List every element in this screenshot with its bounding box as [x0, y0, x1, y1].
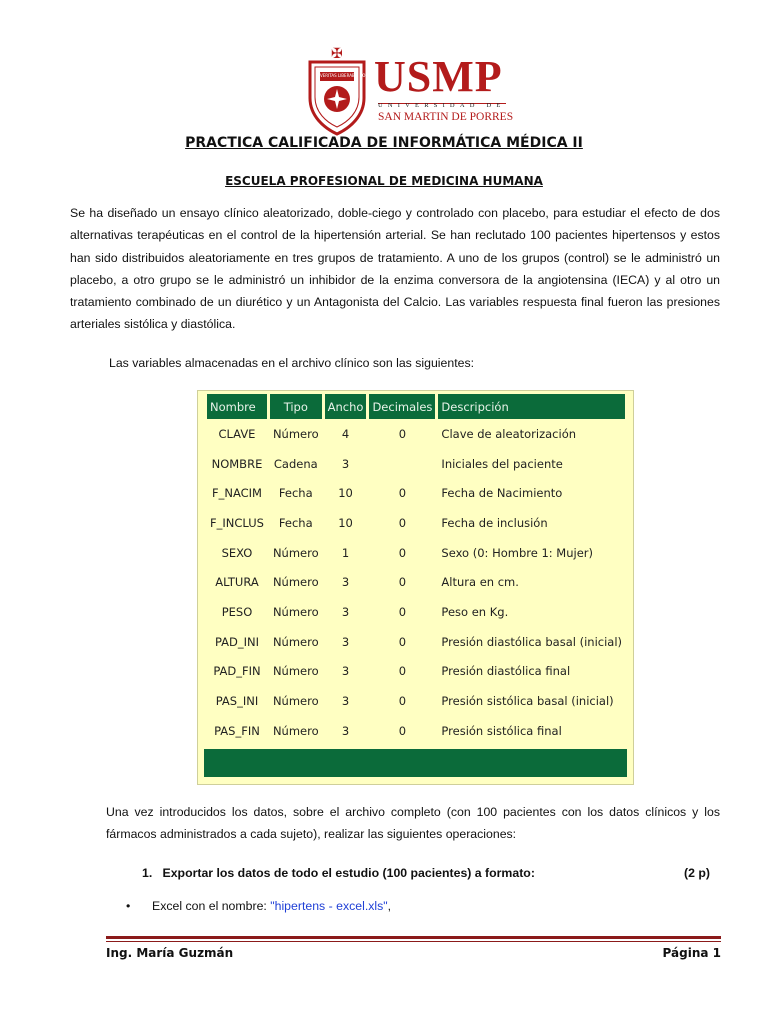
cell-tipo: Fecha — [278, 486, 313, 501]
task-1-points: (2 p) — [684, 866, 710, 880]
cell-tipo: Cadena — [273, 456, 318, 471]
shield-crest-icon — [304, 44, 370, 136]
variables-intro: Las variables almacenadas en el archivo clínico son las siguientes: — [109, 356, 475, 370]
cell-tipo: Número — [272, 694, 319, 709]
cell-descripcion: Peso en Kg. — [441, 604, 509, 619]
cell-descripcion: Presión diastólica basal (inicial) — [441, 634, 623, 649]
excel-filename-link[interactable]: "hipertens - excel.xls" — [270, 899, 388, 913]
second-paragraph: Una vez introducidos los datos, sobre el archivo completo (con 100 pacientes con los datos clínicos y los fármacos administrados a cada sujeto), realizar las siguientes operaciones: — [106, 805, 720, 842]
logo-university-name: SAN MARTIN DE PORRES — [378, 111, 514, 123]
usmp-logo — [304, 44, 524, 136]
cell-nombre: NOMBRE — [211, 456, 263, 471]
task-1-text: Exportar los datos de todo el estudio (100 pacientes) a formato: — [162, 866, 535, 880]
task-1 — [142, 866, 535, 880]
table-row — [207, 449, 625, 479]
cell-nombre: PAS_FIN — [214, 723, 260, 738]
cell-tipo: Número — [272, 426, 319, 441]
cell-tipo: Número — [272, 664, 319, 679]
variables-table-frame — [197, 390, 634, 785]
table-row — [207, 419, 625, 449]
cell-descripcion: Fecha de Nacimiento — [441, 486, 563, 501]
cell-tipo: Número — [272, 723, 319, 738]
cell-ancho: 10 — [338, 515, 353, 530]
cell-decimales: 0 — [398, 604, 407, 619]
header-ancho: Ancho — [325, 394, 367, 419]
variables-table — [204, 394, 628, 746]
cell-tipo: Número — [272, 545, 319, 560]
cell-ancho: 4 — [341, 426, 350, 441]
header-nombre: Nombre — [207, 394, 267, 419]
cell-decimales: 0 — [398, 575, 407, 590]
variables-table-body — [207, 419, 625, 746]
cell-nombre: F_NACIM — [211, 486, 262, 501]
table-row — [207, 567, 625, 597]
cell-decimales: 0 — [398, 664, 407, 679]
table-row — [207, 508, 625, 538]
cell-nombre: PESO — [221, 604, 253, 619]
cell-descripcion: Clave de aleatorización — [441, 426, 577, 441]
cell-tipo: Fecha — [278, 515, 313, 530]
cell-ancho: 3 — [341, 604, 350, 619]
cell-ancho: 3 — [341, 694, 350, 709]
cell-ancho: 3 — [341, 634, 350, 649]
cell-descripcion: Fecha de inclusión — [441, 515, 548, 530]
cell-decimales: 0 — [398, 426, 407, 441]
footer-author: Ing. María Guzmán — [106, 946, 234, 960]
footer-divider-thin — [106, 941, 721, 942]
cell-descripcion: Presión sistólica final — [441, 723, 562, 738]
table-header-row — [207, 394, 625, 419]
bullet-prefix: Excel con el nombre: — [152, 899, 271, 913]
cell-ancho: 3 — [341, 664, 350, 679]
cell-ancho: 3 — [341, 575, 350, 590]
header-decimales: Decimales — [369, 394, 435, 419]
table-row — [207, 478, 625, 508]
bullet-suffix: , — [387, 899, 392, 913]
cell-tipo: Número — [272, 634, 319, 649]
svg-text:✠: ✠ — [331, 46, 343, 62]
cell-decimales: 0 — [398, 634, 407, 649]
cell-decimales — [369, 449, 435, 479]
page-subtitle: ESCUELA PROFESIONAL DE MEDICINA HUMANA — [225, 174, 543, 188]
cell-nombre: SEXO — [221, 545, 253, 560]
cell-descripcion: Altura en cm. — [441, 575, 519, 590]
cell-ancho: 10 — [338, 486, 353, 501]
cell-decimales: 0 — [398, 545, 407, 560]
table-row — [207, 716, 625, 746]
cell-decimales: 0 — [398, 486, 407, 501]
cell-tipo: Número — [272, 604, 319, 619]
header-descripcion: Descripción — [438, 394, 625, 419]
cell-decimales: 0 — [398, 515, 407, 530]
logo-motto: VERITAS LIBERABIT VOS — [320, 73, 368, 78]
cell-nombre: ALTURA — [215, 575, 259, 590]
task-1-number: 1. — [142, 866, 153, 880]
page-title: PRACTICA CALIFICADA DE INFORMÁTICA MÉDICA II — [185, 135, 583, 151]
table-row — [207, 627, 625, 657]
cell-ancho: 1 — [341, 545, 350, 560]
cell-nombre: PAS_INI — [215, 694, 259, 709]
cell-nombre: F_INCLUS — [210, 515, 264, 530]
footer-divider-thick — [106, 936, 721, 939]
cell-descripcion: Sexo (0: Hombre 1: Mujer) — [441, 545, 594, 560]
cell-descripcion: Presión diastólica final — [441, 664, 571, 679]
logo-university-label: UNIVERSIDAD DE — [378, 102, 506, 109]
logo-name: USMP — [374, 52, 503, 101]
header-tipo: Tipo — [270, 394, 322, 419]
cell-descripcion: Iniciales del paciente — [441, 456, 563, 471]
table-footer-bar — [204, 749, 627, 777]
cell-descripcion: Presión sistólica basal (inicial) — [441, 694, 614, 709]
cell-ancho: 3 — [341, 456, 350, 471]
table-row — [207, 657, 625, 687]
bullet-icon: • — [126, 899, 131, 913]
table-row — [207, 686, 625, 716]
cell-decimales: 0 — [398, 723, 407, 738]
bullet-item — [152, 899, 391, 913]
cell-nombre: CLAVE — [218, 426, 256, 441]
footer-page-number: Página 1 — [662, 946, 721, 960]
cell-decimales: 0 — [398, 694, 407, 709]
cell-nombre: PAD_INI — [214, 634, 259, 649]
table-row — [207, 597, 625, 627]
cell-tipo: Número — [272, 575, 319, 590]
cell-nombre: PAD_FIN — [213, 664, 261, 679]
cell-ancho: 3 — [341, 723, 350, 738]
table-row — [207, 538, 625, 568]
intro-paragraph: Se ha diseñado un ensayo clínico aleatorizado, doble-ciego y controlado con placebo, para estudiar el efecto de dos alternativas terapéuticas en el control de la hipertensión arterial. Se han reclutado 100 pacientes hipertensos y estos han sido distribuidos aleatoriamente en tres grupos de tratamiento. A uno de los grupos (control) se le administró un placebo, a otro grupo se le administró un inhibidor de la enzima conversora de la angiotensina (IECA) y al otro un tratamiento combinado de un diurético y un Antagonista del Calcio. Las variables respuesta final fueron las presiones arteriales sistólica y diastólica. — [70, 206, 720, 332]
